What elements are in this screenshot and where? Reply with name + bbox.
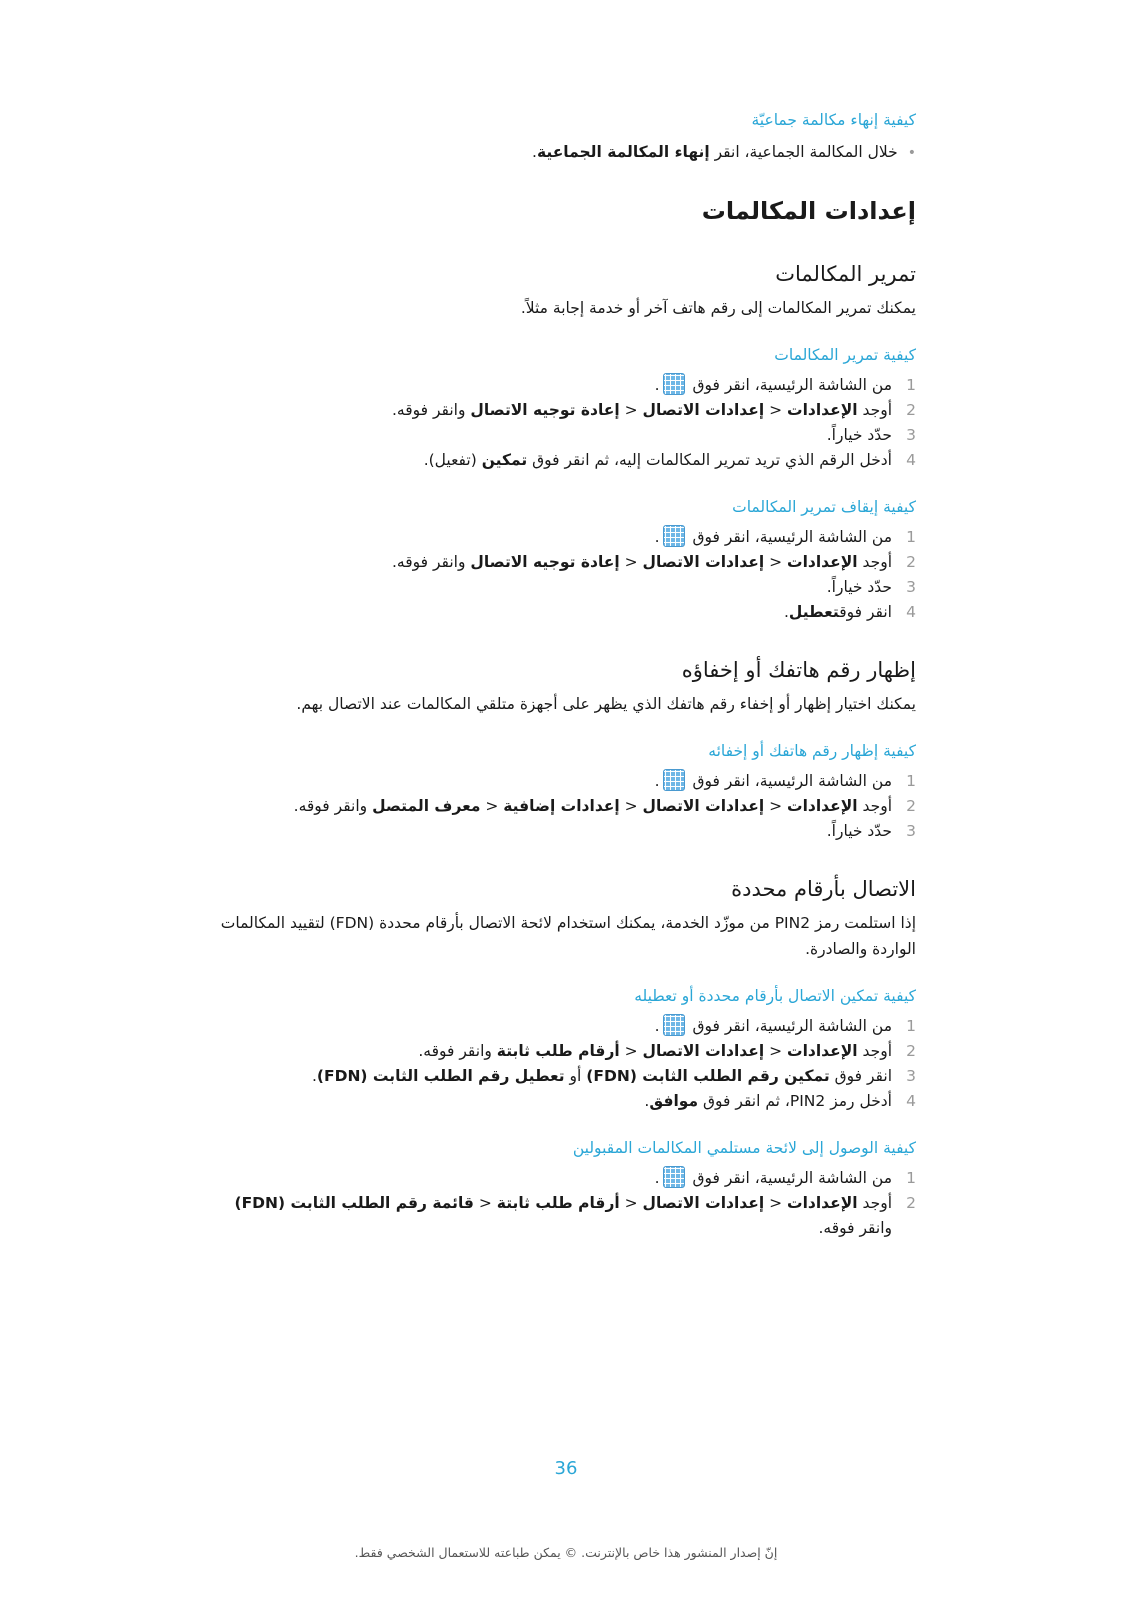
fdn-list-howto: [216, 1136, 916, 1241]
apps-grid-icon: [663, 769, 685, 791]
fdn-toggle-howto: [216, 984, 916, 1114]
step-item: 1 من الشاشة الرئيسية، انقر فوق .: [216, 525, 916, 550]
howto-heading: كيفية إظهار رقم هاتفك أو إخفائه: [708, 742, 916, 760]
page-content: [216, 108, 916, 1241]
step-item: 3 حدّد خياراً.: [826, 578, 916, 596]
conference-end-bullet: [216, 140, 916, 165]
forwarding-title: تمرير المكالمات: [775, 262, 916, 286]
page-number: 36: [554, 1458, 578, 1479]
howto-heading: كيفية تمكين الاتصال بأرقام محددة أو تعطيله: [634, 987, 916, 1005]
step-item: 4 أدخل الرقم الذي تريد تمرير المكالمات إليه، ثم انقر فوق تمكين (تفعيل).: [423, 451, 916, 469]
bullet-dot-icon: •: [907, 145, 916, 161]
step-list: [216, 525, 916, 625]
step-item: 4 انقر فوقتعطيل.: [783, 603, 916, 621]
step-list: [216, 1014, 916, 1114]
step-list: [216, 769, 916, 844]
step-item: 2 أوجد الإعدادات < إعدادات الاتصال < أرقام طلب ثابتة < قائمة رقم الطلب الثابت (FDN) وانقر فوقه.: [234, 1194, 916, 1237]
howto-heading: كيفية إيقاف تمرير المكالمات: [732, 498, 916, 516]
step-item: 2 أوجد الإعدادات < إعدادات الاتصال < إعادة توجيه الاتصال وانقر فوقه.: [391, 401, 916, 419]
step-list: [216, 1166, 916, 1241]
forwarding-howto: [216, 343, 916, 473]
conference-end-heading: كيفية إنهاء مكالمة جماعيّة: [751, 111, 916, 129]
step-item: 1 من الشاشة الرئيسية، انقر فوق .: [216, 769, 916, 794]
forwarding-off-howto: [216, 495, 916, 625]
section-title: إعدادات المكالمات: [701, 197, 916, 225]
step-item: 2 أوجد الإعدادات < إعدادات الاتصال < إعدادات إضافية < معرف المتصل وانقر فوقه.: [293, 797, 916, 815]
conference-end-text: خلال المكالمة الجماعية، انقر إنهاء المكالمة الجماعية.: [532, 143, 898, 161]
step-item: 2 أوجد الإعدادات < إعدادات الاتصال < أرقام طلب ثابتة وانقر فوقه.: [418, 1042, 916, 1060]
step-item: 3 انقر فوق تمكين رقم الطلب الثابت (FDN) أو تعطيل رقم الطلب الثابت (FDN).: [311, 1067, 916, 1085]
step-item: 4 أدخل رمز PIN2، ثم انقر فوق موافق.: [644, 1092, 916, 1110]
step-item: 1 من الشاشة الرئيسية، انقر فوق .: [216, 1166, 916, 1191]
forwarding-desc: يمكنك تمرير المكالمات إلى رقم هاتف آخر أو خدمة إجابة مثلاً.: [520, 299, 916, 317]
step-item: 1 من الشاشة الرئيسية، انقر فوق .: [216, 1014, 916, 1039]
step-item: 3 حدّد خياراً.: [826, 426, 916, 444]
apps-grid-icon: [663, 373, 685, 395]
callerid-title: إظهار رقم هاتفك أو إخفاؤه: [681, 658, 916, 682]
apps-grid-icon: [663, 1166, 685, 1188]
fdn-desc: إذا استلمت رمز PIN2 من موزّد الخدمة، يمكنك استخدام لائحة الاتصال بأرقام محددة (FDN) لتقييد المكالمات الواردة والصادرة.: [220, 914, 916, 958]
howto-heading: كيفية تمرير المكالمات: [774, 346, 916, 364]
footer-note: إنّ إصدار المنشور هذا خاص بالإنترنت. © يمكن طباعته للاستعمال الشخصي فقط.: [354, 1545, 778, 1560]
howto-heading: كيفية الوصول إلى لائحة مستلمي المكالمات المقبولين: [572, 1139, 916, 1157]
step-list: [216, 373, 916, 473]
step-item: 2 أوجد الإعدادات < إعدادات الاتصال < إعادة توجيه الاتصال وانقر فوقه.: [391, 553, 916, 571]
fdn-title: الاتصال بأرقام محددة: [731, 877, 916, 901]
callerid-desc: يمكنك اختيار إظهار أو إخفاء رقم هاتفك الذي يظهر على أجهزة متلقي المكالمات عند الاتصال بهم.: [296, 695, 916, 713]
apps-grid-icon: [663, 525, 685, 547]
step-item: 3 حدّد خياراً.: [826, 822, 916, 840]
callerid-howto: [216, 739, 916, 844]
step-item: 1 من الشاشة الرئيسية، انقر فوق .: [216, 373, 916, 398]
apps-grid-icon: [663, 1014, 685, 1036]
